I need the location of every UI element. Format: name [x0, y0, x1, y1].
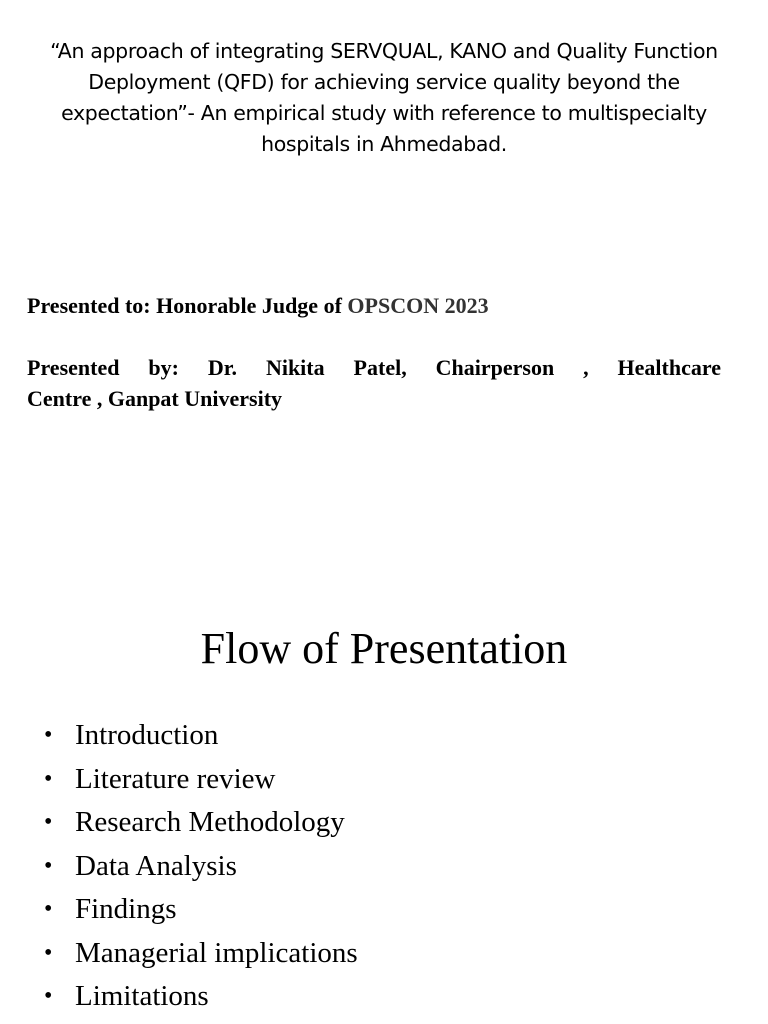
agenda-item — [0, 845, 358, 889]
presented-to-label: Presented to: Honorable Judge of — [27, 293, 348, 318]
bullet-icon: • — [44, 809, 53, 835]
agenda-item — [0, 888, 358, 932]
title-line: hospitals in Ahmedabad. — [261, 132, 507, 156]
agenda-item-label: Findings — [75, 893, 177, 925]
presented-to — [27, 290, 727, 321]
bullet-icon: • — [44, 852, 53, 879]
title-line: “An approach of integrating SERVQUAL, KANO and Quality Function — [50, 39, 718, 63]
presented-by-line: Presented by: Dr. Nikita Patel, Chairperson , Healthcare — [27, 355, 721, 380]
agenda-item-label: Data Analysis — [75, 849, 237, 882]
agenda-item-label: Limitations — [75, 980, 209, 1012]
agenda-item-label: Research Methodology — [75, 806, 345, 838]
bullet-icon: • — [44, 765, 53, 792]
agenda-item-label: Literature review — [75, 762, 276, 795]
agenda-heading: Flow of Presentation — [200, 624, 568, 673]
agenda-item — [0, 714, 358, 758]
bullet-icon: • — [44, 722, 53, 748]
agenda-item — [0, 758, 358, 802]
agenda-item — [0, 801, 358, 845]
agenda-item — [0, 975, 358, 1019]
presentation-title — [30, 36, 738, 160]
bullet-icon: • — [44, 939, 53, 966]
agenda-list — [0, 714, 358, 1019]
agenda-item-label: Managerial implications — [75, 936, 358, 969]
presented-by-line: Centre , Ganpat University — [27, 386, 283, 411]
agenda-slide — [0, 512, 768, 1024]
bullet-icon: • — [44, 896, 53, 922]
agenda-item — [0, 932, 358, 976]
agenda-item-label: Introduction — [75, 719, 219, 751]
presented-by — [27, 352, 721, 414]
title-line: expectation”- An empirical study with reference to multispecialty — [61, 101, 707, 125]
title-line: Deployment (QFD) for achieving service quality beyond the — [88, 70, 680, 94]
event-name: OPSCON 2023 — [347, 293, 489, 318]
bullet-icon: • — [44, 983, 53, 1009]
